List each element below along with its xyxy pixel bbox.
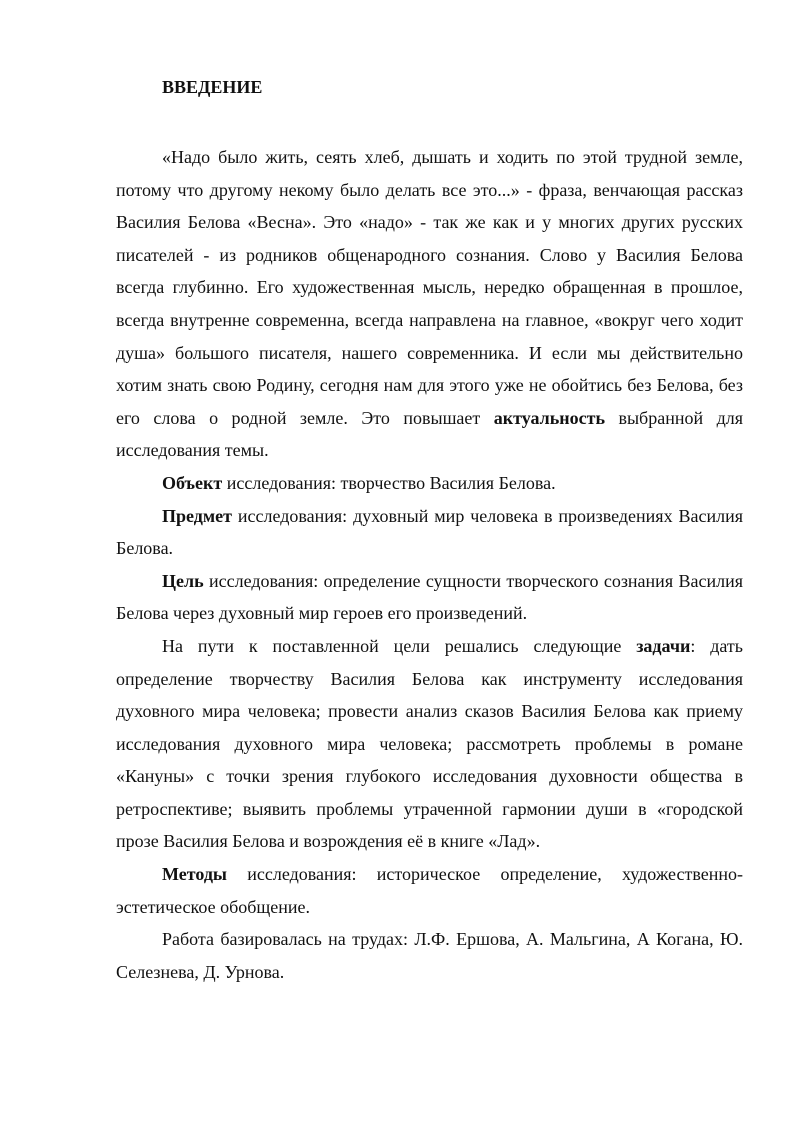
paragraph-tail: выбранной для исследования темы.	[116, 407, 743, 461]
paragraph-relevance	[116, 141, 743, 467]
paragraph-sources	[116, 923, 743, 988]
term-methods: Методы	[162, 864, 227, 885]
paragraph-subject	[116, 500, 743, 565]
paragraph-text: исследования: творчество Василия Белова.	[222, 472, 556, 493]
term-tasks: задачи	[636, 635, 691, 656]
paragraph-text: «Надо было жить, сеять хлеб, дышать и ходить по этой трудной земле, потому что другому некому было делать все это...» - фраза, венчающая рассказ Василия Белова «Весна». Это «надо» - так же как и у многих других русских писателей - из родников общенародного сознания. Слово у Василия Белова всегда глубинно. Его художественная мысль, нередко обращенная в прошлое, всегда внутренне современна, всегда направлена на главное, «вокруг чего ходит душа» большого писателя, нашего современника. И если мы действительно хотим знать свою Родину, сегодня нам для этого уже не обойтись без Белова, без его слова о родной земле. Это повышает	[116, 147, 743, 428]
paragraph-tasks	[116, 630, 743, 858]
paragraph-text: исследования: историческое определение, художественно-эстетическое обобщение.	[116, 864, 743, 917]
term-relevance: актуальность	[493, 407, 605, 428]
paragraph-methods	[116, 858, 743, 923]
page-title: ВВЕДЕНИЕ	[162, 77, 263, 97]
paragraph-object	[116, 467, 743, 500]
term-subject: Предмет	[162, 505, 232, 526]
paragraph-text: исследования: духовный мир человека в произведениях Василия Белова.	[116, 505, 743, 559]
paragraph-text: Работа базировалась на трудах: Л.Ф. Ершова, А. Мальгина, А Когана, Ю. Селезнева, Д. Урнова.	[116, 929, 743, 982]
term-object: Объект	[162, 472, 223, 493]
paragraph-text: На пути к поставленной цели решались следующие	[162, 635, 637, 656]
paragraph-text: исследования: определение сущности творческого сознания Василия Белова через духовный мир героев его произведений.	[116, 570, 743, 624]
term-goal: Цель	[162, 570, 204, 591]
document-body	[116, 141, 743, 988]
paragraph-tail: : дать определение творчеству Василия Белова как инструменту исследования духовного мира человека; провести анализ сказов Василия Белова как приему исследования духовного мира человека; рассмотреть проблемы в романе «Кануны» с точки зрения глубокого исследования духовности общества в ретроспективе; выявить проблемы утраченной гармонии души в «городской прозе Василия Белова и возрождения её в книге «Лад».	[116, 635, 743, 852]
paragraph-goal	[116, 565, 743, 630]
